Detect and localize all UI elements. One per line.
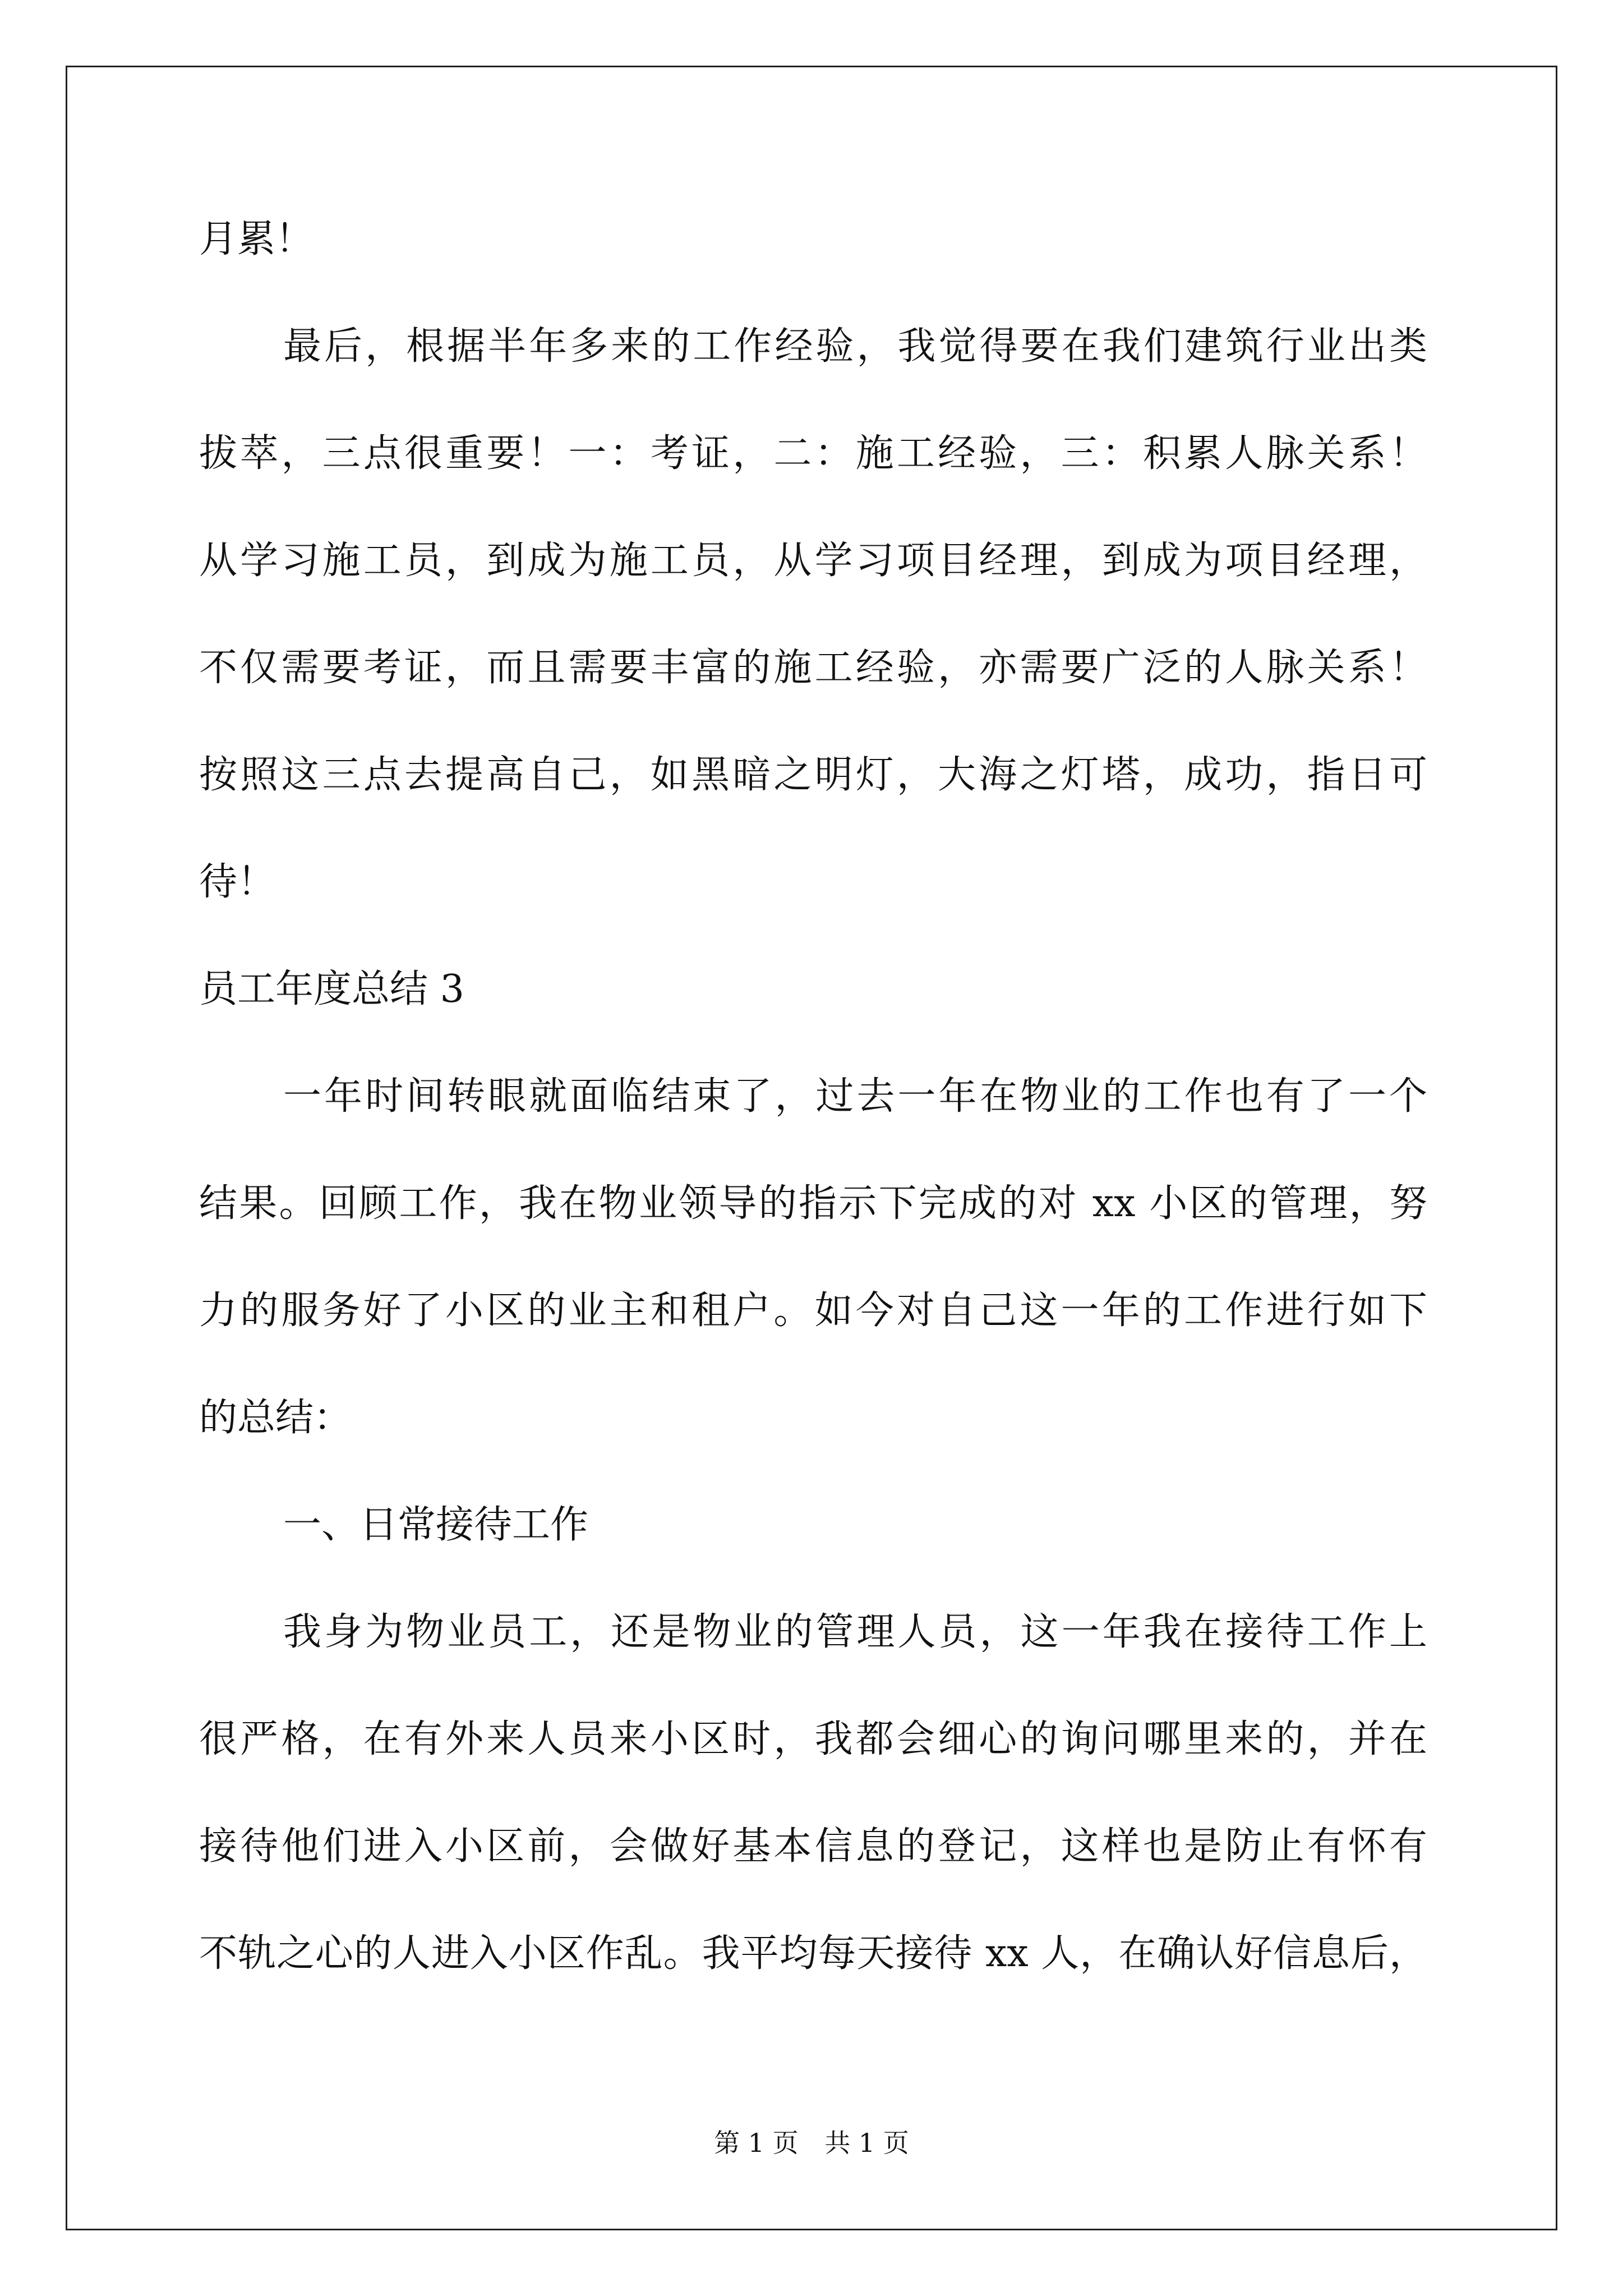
text-line: 按照这三点去提高自己，如黑暗之明灯，大海之灯塔，成功，指日可: [199, 753, 1427, 797]
text-line: 拔萃，三点很重要！一：考证，二：施工经验，三：积累人脉关系！: [199, 431, 1427, 476]
text-line: 的总结：: [199, 1396, 352, 1440]
text-line: 很严格，在有外来人员来小区时，我都会细心的询问哪里来的，并在: [199, 1717, 1427, 1761]
text-line: 从学习施工员，到成为施工员，从学习项目经理，到成为项目经理，: [199, 539, 1427, 583]
text-line: 最后，根据半年多来的工作经验，我觉得要在我们建筑行业出类: [283, 324, 1427, 369]
text-line: 结果。回顾工作，我在物业领导的指示下完成的对 xx 小区的管理，努: [199, 1181, 1427, 1226]
text-line: 一年时间转眼就面临结束了，过去一年在物业的工作也有了一个: [283, 1074, 1427, 1119]
text-line: 不仅需要考证，而且需要丰富的施工经验，亦需要广泛的人脉关系！: [199, 646, 1427, 690]
text-line: 一、日常接待工作: [283, 1503, 589, 1547]
text-line: 力的服务好了小区的业主和租户。如今对自己这一年的工作进行如下: [199, 1289, 1427, 1333]
text-line: 待！: [199, 860, 276, 904]
text-line: 接待他们进入小区前，会做好基本信息的登记，这样也是防止有怀有: [199, 1824, 1427, 1869]
page-number-current: 第 1 页: [714, 2128, 799, 2158]
page-footer: [0, 2126, 1623, 2160]
text-line: 月累！: [199, 217, 314, 261]
text-line: 员工年度总结 3: [199, 967, 464, 1011]
text-line: 不轨之心的人进入小区作乱。我平均每天接待 xx 人，在确认好信息后，: [199, 1931, 1427, 1976]
page-number-total: 共 1 页: [824, 2128, 909, 2158]
text-line: 我身为物业员工，还是物业的管理人员，这一年我在接待工作上: [283, 1610, 1427, 1654]
document-body: [199, 213, 1427, 2035]
